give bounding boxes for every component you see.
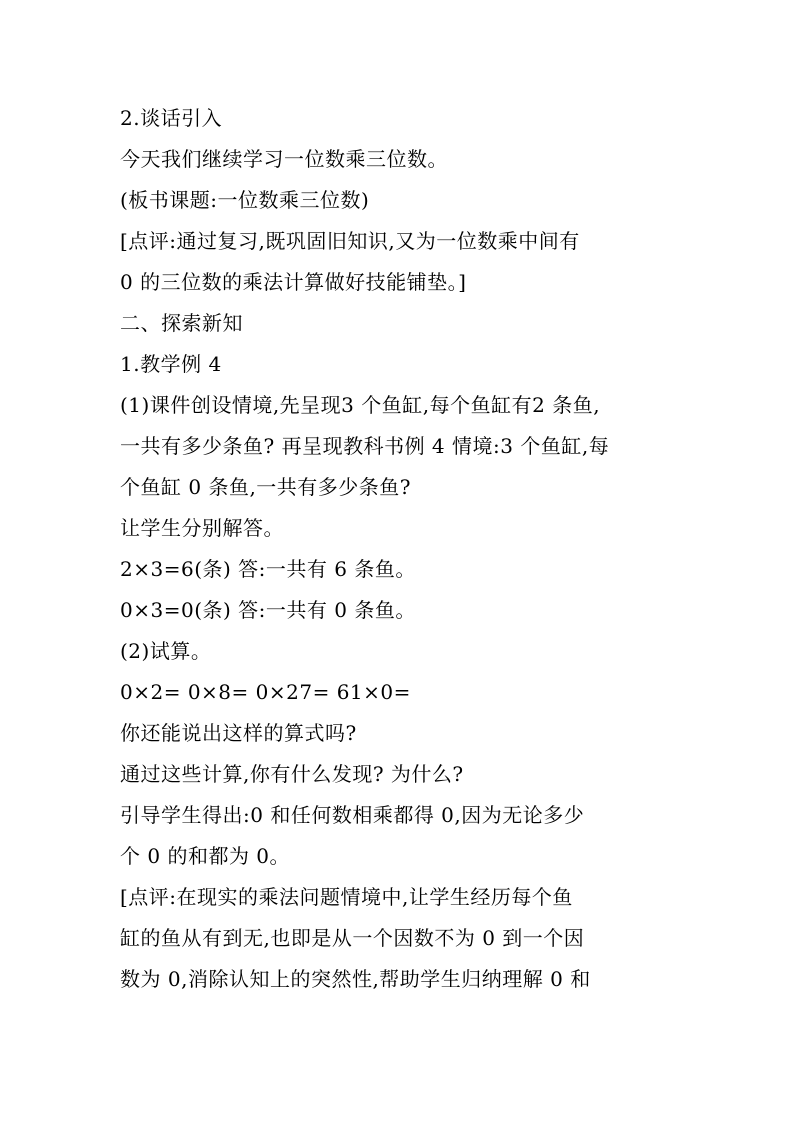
paragraph-line: 通过这些计算,你有什么发现? 为什么? — [120, 762, 464, 786]
paragraph-line: 个 0 的和都为 0。 — [120, 844, 291, 868]
comment-line: 数为 0,消除认知上的突然性,帮助学生归纳理解 0 和 — [120, 967, 591, 991]
comment-line: 缸的鱼从有到无,也即是从一个因数不为 0 到一个因 — [120, 926, 585, 950]
paragraph-line: 今天我们继续学习一位数乘三位数。 — [120, 147, 448, 171]
comment-line: [点评:在现实的乘法问题情境中,让学生经历每个鱼 — [120, 885, 573, 909]
equation-line: 0×2= 0×8= 0×27= 61×0= — [120, 680, 411, 704]
paragraph-line: 个鱼缸 0 条鱼,一共有多少条鱼? — [120, 475, 412, 499]
equation-line: 2×3=6(条) 答:一共有 6 条鱼。 — [120, 557, 416, 581]
section-heading-talk-intro: 2.谈话引入 — [120, 106, 223, 130]
subsection-heading-example: 1.教学例 4 — [120, 352, 222, 376]
comment-line: 0 的三位数的乘法计算做好技能铺垫。] — [120, 270, 467, 294]
paragraph-line: 让学生分别解答。 — [120, 516, 284, 540]
paragraph-line: 引导学生得出:0 和任何数相乘都得 0,因为无论多少 — [120, 803, 585, 827]
paragraph-line: (1)课件创设情境,先呈现3 个鱼缸,每个鱼缸有2 条鱼, — [120, 393, 601, 417]
paragraph-line: 你还能说出这样的算式吗? — [120, 721, 357, 745]
document-body — [120, 98, 686, 1000]
section-heading-explore: 二、探索新知 — [120, 311, 243, 335]
equation-line: 0×3=0(条) 答:一共有 0 条鱼。 — [120, 598, 416, 622]
comment-line: [点评:通过复习,既巩固旧知识,又为一位数乘中间有 — [120, 229, 580, 253]
paragraph-line: (板书课题:一位数乘三位数) — [120, 188, 370, 212]
paragraph-line: 一共有多少条鱼? 再呈现教科书例 4 情境:3 个鱼缸,每 — [120, 434, 610, 458]
paragraph-line: (2)试算。 — [120, 639, 212, 663]
